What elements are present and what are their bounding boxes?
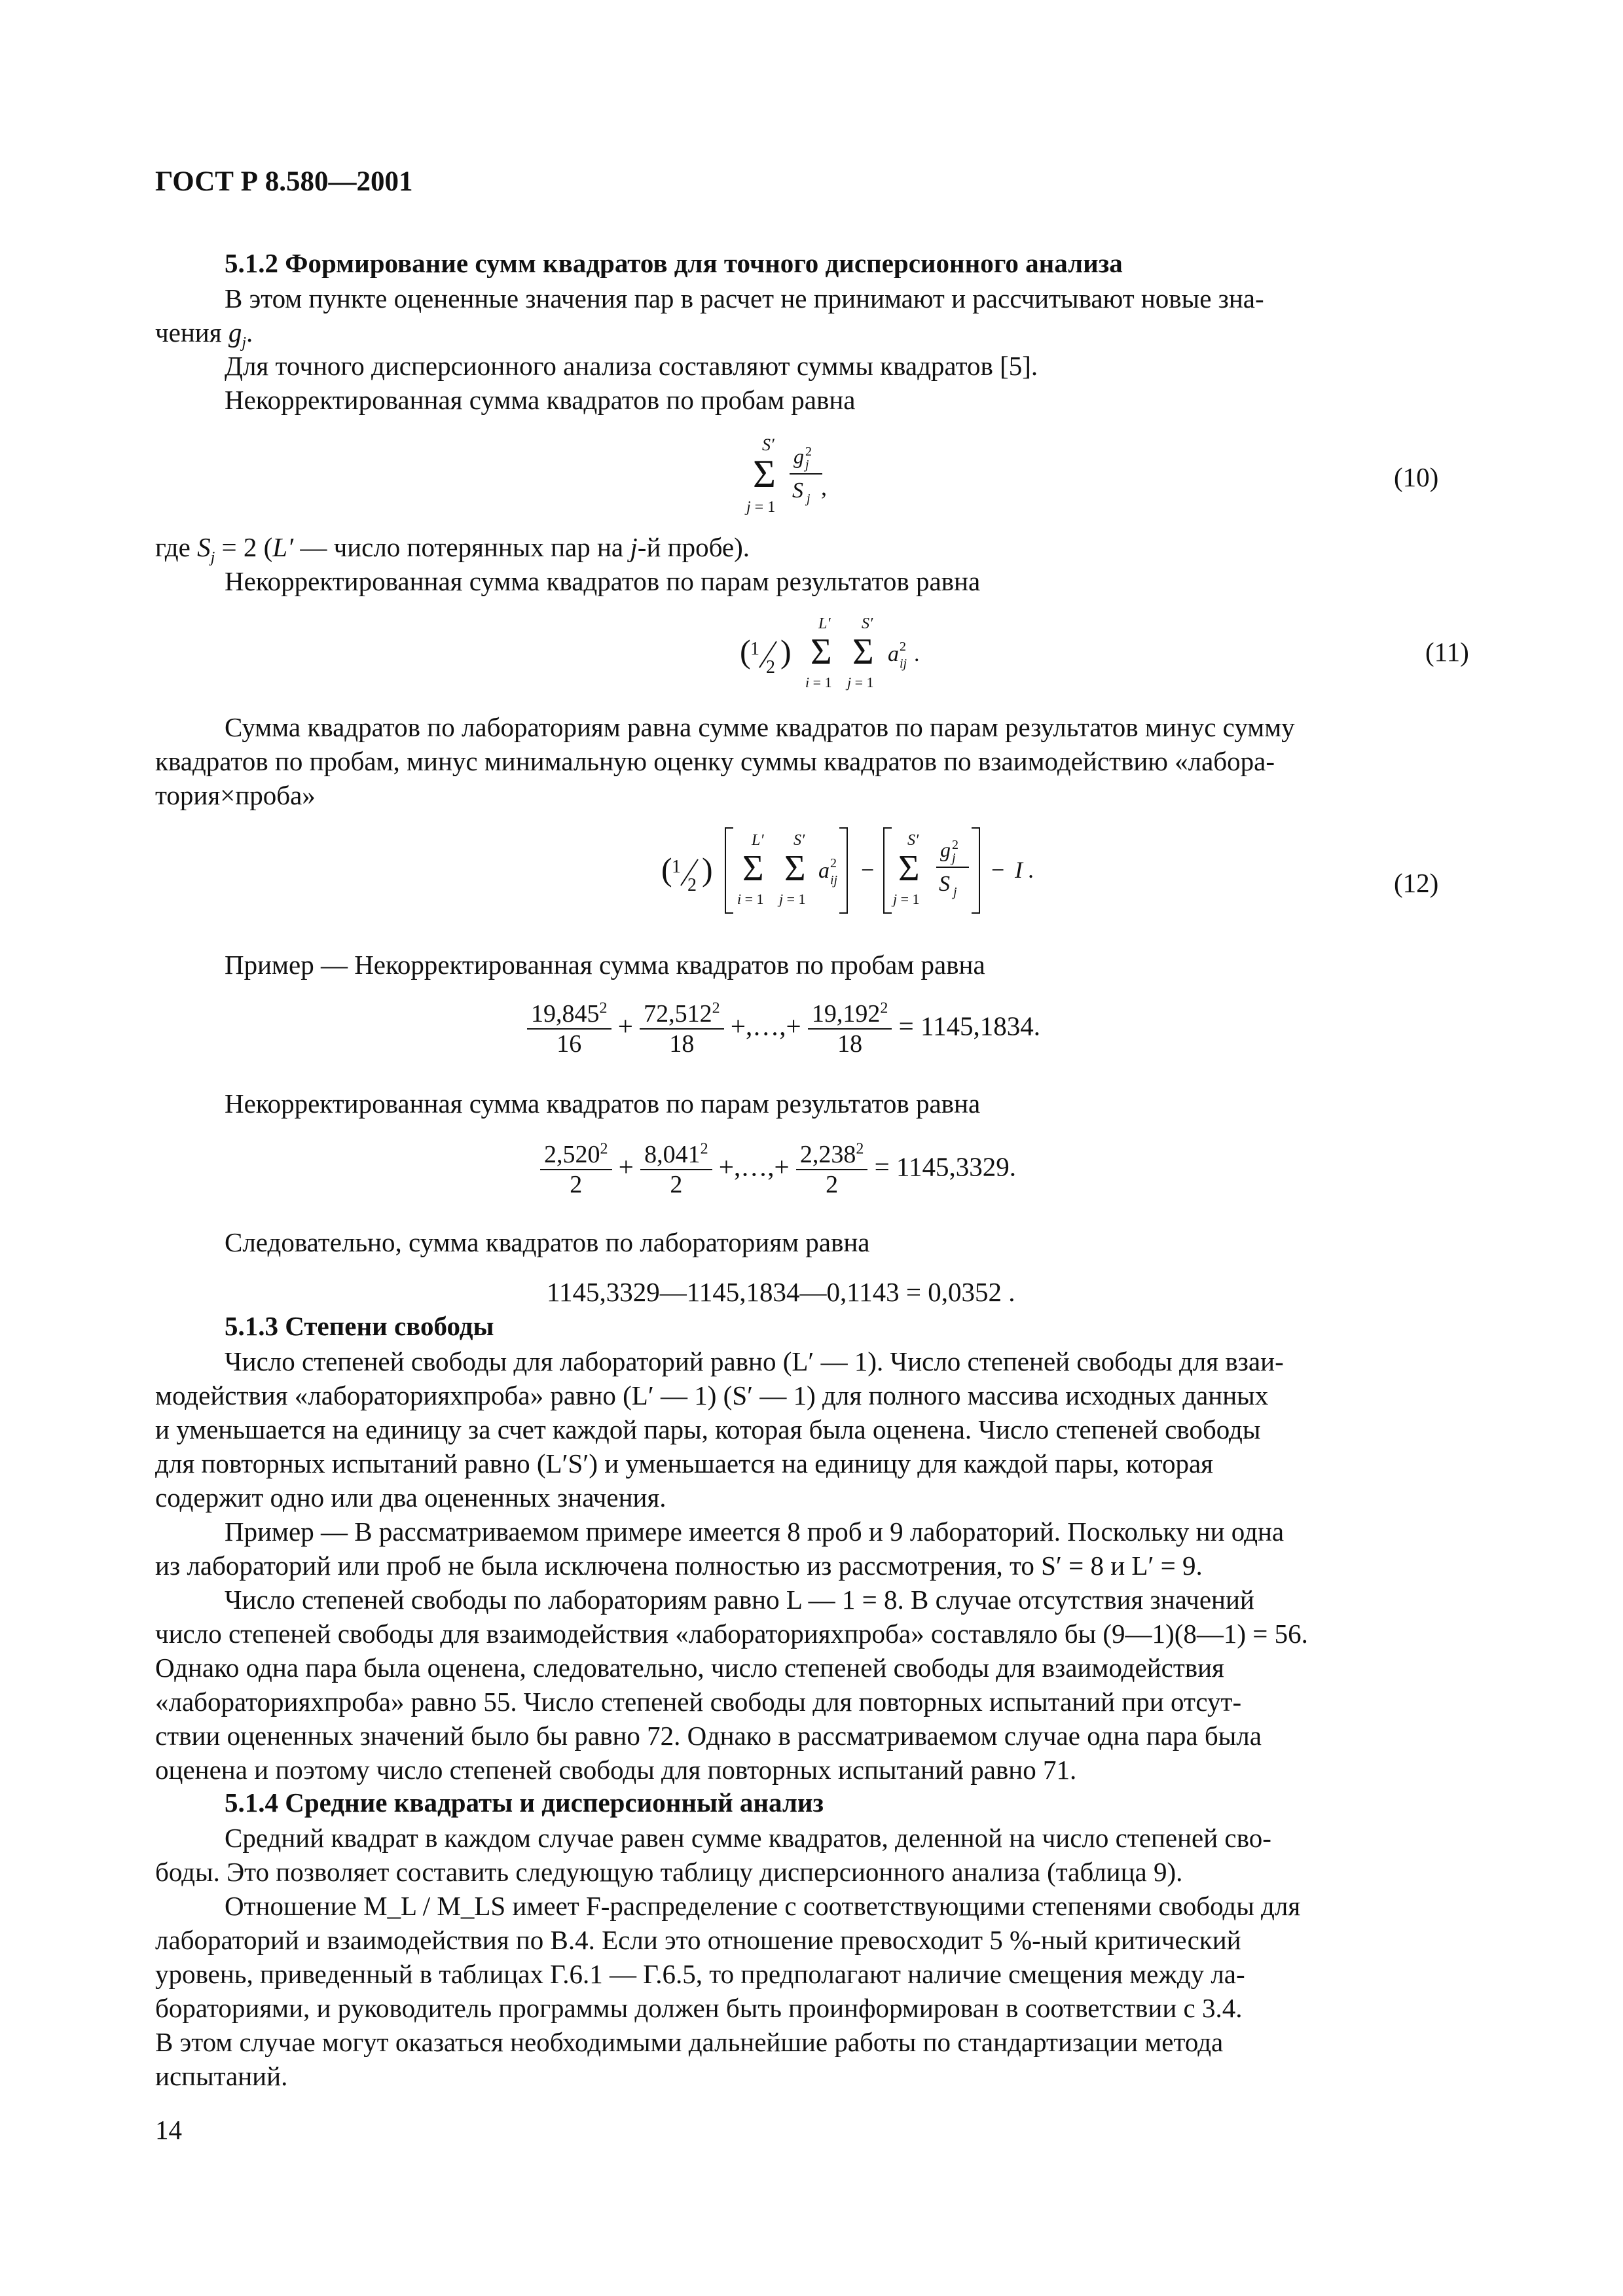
paragraph-line: Число степеней свободы по лабораториям равно L — 1 = 8. В случае отсутствия значений	[225, 1585, 1254, 1615]
paragraph-line: Однако одна пара была оценена, следовательно, число степеней свободы для взаимодействия	[155, 1653, 1224, 1683]
svg-text:): )	[780, 633, 792, 670]
paragraph-line: Число степеней свободы для лабораторий равно (L′ — 1). Число степеней свободы для взаи-	[225, 1346, 1284, 1376]
svg-text:S′: S′	[793, 832, 805, 849]
svg-text:ij: ij	[900, 656, 907, 671]
page-number: 14	[155, 2115, 182, 2145]
svg-text:a: a	[888, 642, 899, 666]
equation-12	[661, 815, 1067, 920]
fraction: $\frac{72,512^2}{18}$	[640, 1001, 724, 1056]
svg-text:Σ: Σ	[811, 632, 832, 672]
denominator: 16	[556, 1030, 582, 1058]
svg-text:i = 1: i = 1	[805, 674, 832, 691]
svg-text:j = 1: j = 1	[847, 674, 874, 691]
svg-text:j: j	[805, 457, 809, 472]
svg-text:i = 1: i = 1	[737, 891, 764, 907]
example-1-equation: $\frac{19,845^2}{16}$ + $\frac{72,512^2}{18}$ +,…,+ $\frac{19,192^2}{18}$ = 1145,1834.	[527, 1001, 1040, 1056]
text-fragment: где	[155, 532, 191, 562]
variable-j: j	[630, 532, 638, 562]
svg-text:.: .	[914, 642, 920, 666]
equation-number-12: (12)	[1394, 868, 1439, 898]
equation-10	[740, 432, 884, 517]
svg-text:j: j	[807, 492, 811, 506]
paragraph-line: лабораторий и взаимодействия по В.4. Если это отношение превосходит 5 %-ный критический	[155, 1925, 1241, 1955]
paragraph-line: В этом случае могут оказаться необходимыми дальнейшие работы по стандартизации метода	[155, 2027, 1224, 2057]
numerator: 19,845	[531, 1000, 600, 1028]
numerator: 2,520	[544, 1141, 600, 1168]
svg-text:2: 2	[830, 856, 837, 870]
svg-text:Σ: Σ	[898, 848, 920, 889]
example-line: из лабораторий или проб не была исключена полностью из рассмотрения, то S′ = 8 и L′ = 9.	[155, 1551, 1203, 1581]
document-id: ГОСТ Р 8.580—2001	[155, 166, 413, 197]
paragraph-line: Некорректированная сумма квадратов по парам результатов равна	[225, 566, 981, 596]
paragraph-line: Для точного дисперсионного анализа составляют суммы квадратов [5].	[225, 351, 1038, 381]
svg-text:I: I	[1015, 857, 1023, 883]
paragraph-line: модействия «лабораторияхпроба» равно (L′ — 1) (S′ — 1) для полного массива исходных данных	[155, 1380, 1269, 1410]
paragraph-line: Некорректированная сумма квадратов по пробам равна	[225, 385, 856, 415]
svg-text:S′: S′	[862, 615, 873, 632]
paragraph-line: боды. Это позволяет составить следующую таблицу дисперсионного анализа (таблица 9).	[155, 1857, 1183, 1887]
denominator: 18	[837, 1030, 863, 1058]
svg-text:j: j	[952, 851, 956, 865]
result: = 1145,1834.	[898, 1011, 1040, 1041]
paragraph-line: оценена и поэтому число степеней свободы для повторных испытаний равно 71.	[155, 1755, 1077, 1785]
svg-text:j = 1: j = 1	[779, 891, 806, 907]
svg-text:2: 2	[766, 657, 775, 677]
svg-text:,: ,	[821, 474, 827, 500]
variable-g: g	[228, 317, 242, 348]
example-2-equation: $\frac{2,520^2}{2}$ + $\frac{8,041^2}{2}$ +,…,+ $\frac{2,238^2}{2}$ = 1145,3329.	[540, 1142, 1016, 1197]
svg-text:g: g	[793, 444, 804, 468]
svg-text:(: (	[740, 633, 751, 670]
section-5-1-3-heading: 5.1.3 Степени свободы	[225, 1311, 494, 1341]
example-line: Пример — В рассматриваемом примере имеется 8 проб и 9 лабораторий. Поскольку ни одна	[225, 1516, 1285, 1547]
result: = 1145,3329.	[874, 1151, 1016, 1182]
variable-L-prime: L′	[272, 532, 294, 562]
section-5-1-2-heading: 5.1.2 Формирование сумм квадратов для точного дисперсионного анализа	[225, 248, 1123, 278]
svg-text:−: −	[861, 857, 875, 883]
svg-text:1: 1	[672, 857, 681, 877]
equation-11	[740, 609, 936, 694]
svg-text:−: −	[991, 857, 1005, 883]
denominator: 2	[826, 1171, 839, 1198]
example-3-equation: 1145,3329—1145,1834—0,1143 = 0,0352 .	[547, 1277, 1015, 1307]
subscript-j: j	[242, 334, 246, 352]
fraction: $\frac{19,192^2}{18}$	[808, 1001, 892, 1056]
svg-text:Σ: Σ	[753, 452, 776, 495]
denominator: 18	[669, 1030, 695, 1058]
subscript-j: j	[210, 549, 215, 567]
text-fragment: — число потерянных пар на	[300, 532, 624, 562]
paragraph-line: Сумма квадратов по лабораториям равна сумме квадратов по парам результатов минус сумму	[225, 712, 1295, 742]
svg-text:Σ: Σ	[852, 632, 874, 672]
svg-text:(: (	[661, 851, 672, 888]
paragraph-line: Средний квадрат в каждом случае равен сумме квадратов, деленной на число степеней сво-	[225, 1823, 1271, 1853]
paragraph-line: «лабораторияхпроба» равно 55. Число степеней свободы для повторных испытаний при отсут-	[155, 1687, 1242, 1717]
paragraph-line: уровень, приведенный в таблицах Г.6.1 — Г.6.5, то предполагают наличие смещения между ла-	[155, 1959, 1245, 1989]
paragraph-line: и уменьшается на единицу за счет каждой пары, которая была оценена. Число степеней свободы	[155, 1414, 1261, 1444]
paragraph-line: Отношение M_L / M_LS имеет F-распределение с соответствующими степенями свободы для	[225, 1891, 1301, 1921]
paragraph-line: В этом пункте оцененные значения пар в расчет не принимают и рассчитывают новые зна-	[225, 283, 1264, 314]
variable-S: S	[197, 532, 211, 562]
fraction: $\frac{19,845^2}{16}$	[527, 1001, 611, 1056]
svg-text:2: 2	[900, 639, 906, 654]
text-fragment: -й пробе).	[637, 532, 750, 562]
paragraph-line: испытаний.	[155, 2061, 288, 2091]
equation-number-11: (11)	[1425, 637, 1469, 667]
svg-text:): )	[702, 851, 713, 888]
svg-text:.: .	[1028, 857, 1034, 883]
svg-text:S: S	[792, 478, 803, 503]
svg-text:j = 1: j = 1	[746, 499, 776, 516]
svg-text:Σ: Σ	[742, 848, 764, 889]
fraction: $\frac{2,238^2}{2}$	[796, 1142, 868, 1197]
equation-number-10: (10)	[1394, 462, 1439, 492]
paragraph-line: чения $g_j$.	[155, 317, 253, 352]
text-fragment: = 2 (	[221, 532, 273, 562]
numerator: 72,512	[644, 1000, 712, 1028]
paragraph-line: ствии оцененных значений было бы равно 72. Однако в рассматриваемом случае одна пара была	[155, 1721, 1262, 1751]
example-line: Пример — Некорректированная сумма квадратов по пробам равна	[225, 950, 985, 980]
svg-text:S: S	[939, 872, 950, 896]
paragraph-line: число степеней свободы для взаимодействия «лабораторияхпроба» составляло бы (9—1)(8—1) = 56.	[155, 1619, 1308, 1649]
svg-text:L′: L′	[818, 615, 831, 632]
fraction: $\frac{2,520^2}{2}$	[540, 1142, 612, 1197]
fraction: $\frac{8,041^2}{2}$	[640, 1142, 712, 1197]
paragraph-line	[155, 530, 750, 565]
denominator: 2	[570, 1171, 583, 1198]
paragraph-line: бораториями, и руководитель программы должен быть проинформирован в соответствии с 3.4.	[155, 1993, 1243, 2023]
svg-text:g: g	[940, 838, 951, 861]
text-fragment: чения	[155, 317, 222, 348]
section-5-1-4-heading: 5.1.4 Средние квадраты и дисперсионный анализ	[225, 1787, 824, 1818]
svg-text:2: 2	[687, 875, 697, 895]
svg-text:2: 2	[952, 838, 958, 852]
example-line: Некорректированная сумма квадратов по парам результатов равна	[225, 1088, 981, 1119]
paragraph-line: тория×проба»	[155, 780, 316, 810]
paragraph-line: квадратов по пробам, минус минимальную оценку суммы квадратов по взаимодействию «лабора-	[155, 746, 1275, 776]
paragraph-line: для повторных испытаний равно (L′S′) и уменьшается на единицу для каждой пары, которая	[155, 1448, 1213, 1479]
numerator: 19,192	[811, 1000, 881, 1028]
svg-text:j: j	[953, 885, 957, 899]
svg-text:a: a	[818, 859, 830, 883]
svg-text:2: 2	[805, 444, 812, 459]
svg-text:L′: L′	[752, 832, 764, 849]
svg-text:S′: S′	[762, 435, 775, 454]
svg-text:1: 1	[750, 639, 759, 659]
svg-text:Σ: Σ	[784, 848, 806, 889]
svg-text:ij: ij	[830, 873, 838, 888]
numerator: 2,238	[799, 1141, 856, 1168]
denominator: 2	[670, 1171, 683, 1198]
numerator: 8,041	[644, 1141, 701, 1168]
svg-text:S′: S′	[907, 832, 919, 849]
paragraph-line: содержит одно или два оцененных значения.	[155, 1482, 666, 1513]
svg-text:j = 1: j = 1	[893, 891, 920, 907]
example-line: Следовательно, сумма квадратов по лабораториям равна	[225, 1227, 870, 1257]
